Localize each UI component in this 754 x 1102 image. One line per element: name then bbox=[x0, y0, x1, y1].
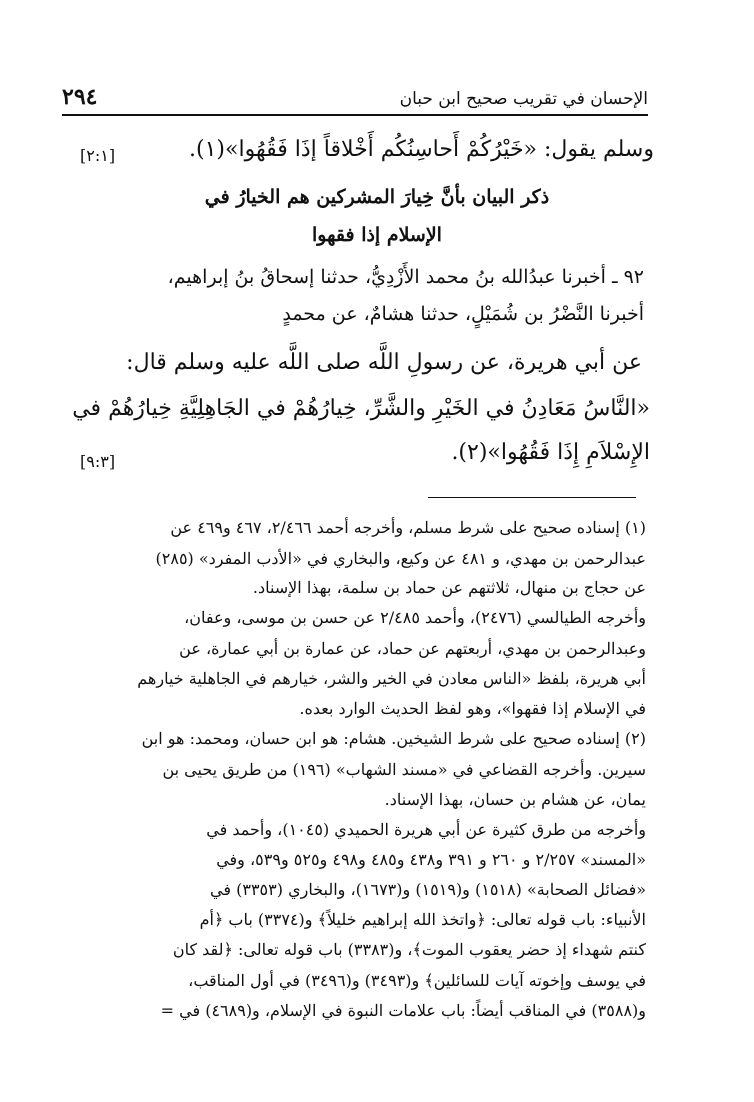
reference-tag-1: [٢:١] bbox=[80, 146, 116, 165]
footnote-separator bbox=[428, 497, 636, 498]
matn-line-3: الإِسْلاَمِ إِذَا فَقُهُوا»(٢). bbox=[451, 440, 650, 465]
hadith-ending-line: وسلم يقول: «خَيْرُكُمْ أَحاسِنُكُم أَخْلاقاً إذَا فَقُهُوا»(١). bbox=[189, 137, 654, 162]
footnote-line: عبدالرحمن بن مهدي، و ٤٨١ عن وكيع، والبخاري في «الأدب المفرد» (٢٨٥) bbox=[155, 549, 646, 568]
section-heading-line-2: الإسلام إذا فقهوا bbox=[312, 224, 442, 246]
footnote-line: وأخرجه الطيالسي (٢٤٧٦)، وأحمد ٢/٤٨٥ عن حسن بن موسى، وعفان، bbox=[184, 608, 646, 627]
isnad-line-1: ٩٢ ـ أخبرنا عبدُالله بنُ محمد الأَزْدِيُّ، حدثنا إسحاقُ بنُ إبراهيم، bbox=[167, 266, 644, 288]
section-heading-line-1: ذكر البيان بأنَّ خِيارَ المشركين هم الخيارُ في bbox=[204, 186, 550, 208]
footnote-line: أبي هريرة، بلفظ «الناس معادن في الخير والشر، خيارهم في الجاهلية خيارهم bbox=[137, 669, 646, 688]
footnote-line: الأنبياء: باب قوله تعالى: ﴿واتخذ الله إبراهيم خليلاً﴾ و(٣٣٧٤) باب ﴿أم bbox=[199, 910, 646, 929]
footnote-line: و(٣٥٨٨) في المناقب أيضاً: باب علامات النبوة في الإسلام، و(٤٦٨٩) في = bbox=[160, 1001, 646, 1020]
footnote-line: (١) إسناده صحيح على شرط مسلم، وأخرجه أحمد ٢/٤٦٦، ٤٦٧ و٤٦٩ عن bbox=[170, 518, 646, 537]
footnote-line: كنتم شهداء إذ حضر يعقوب الموت﴾، و(٣٣٨٣) باب قوله تعالى: ﴿لقد كان bbox=[172, 940, 646, 959]
footnote-line: وأخرجه من طرق كثيرة عن أبي هريرة الحميدي (١٠٤٥)، وأحمد في bbox=[206, 820, 646, 839]
matn-line-1: عن أبي هريرة، عن رسولِ اللَّه صلى اللَّه عليه وسلم قال: bbox=[126, 350, 642, 375]
footnote-line: عن حجاج بن منهال، ثلاثتهم عن حماد بن سلمة، بهذا الإسناد. bbox=[252, 578, 646, 597]
isnad-line-2: أخبرنا النَّضْرُ بن شُمَيْلٍ، حدثنا هشامٌ، عن محمدٍ bbox=[282, 303, 644, 325]
footnote-line: في يوسف وإخوته آيات للسائلين﴾ و(٣٤٩٣) و(٣٤٩٦) في أول المناقب، bbox=[188, 971, 646, 990]
footnote-line: سيرين. وأخرجه القضاعي في «مسند الشهاب» (١٩٦) من طريق يحيى بن bbox=[162, 760, 646, 779]
reference-tag-2: [٩:٣] bbox=[80, 452, 116, 471]
footnote-line: يمان، عن هشام بن حسان، بهذا الإسناد. bbox=[384, 790, 646, 809]
footnote-line: (٢) إسناده صحيح على شرط الشيخين. هشام: هو ابن حسان، ومحمد: هو ابن bbox=[141, 729, 646, 748]
page-number: ٢٩٤ bbox=[62, 84, 98, 110]
page-header bbox=[62, 82, 648, 116]
matn-line-2: «النَّاسُ مَعَادِنُ في الخَيْرِ والشَّرِّ، خِيارُهُمْ في الجَاهِلِيَّةِ خِيارُهُمْ في bbox=[72, 396, 650, 421]
footnote-line: وعبدالرحمن بن مهدي، أربعتهم عن حماد، عن عمارة بن أبي عمارة، عن bbox=[179, 639, 646, 658]
footnote-line: «المسند» ٢/٢٥٧ و ٢٦٠ و ٣٩١ و٤٣٨ و٤٨٥ و٤٩٨ و٥٢٥ و٥٣٩، وفي bbox=[216, 850, 646, 869]
running-title: الإحسان في تقريب صحيح ابن حبان bbox=[399, 89, 648, 109]
footnote-line: في الإسلام إذا فقهوا»، وهو لفظ الحديث الوارد بعده. bbox=[299, 699, 646, 718]
footnote-line: «فضائل الصحابة» (١٥١٨) و(١٥١٩) و(١٦٧٣)، والبخاري (٣٣٥٣) في bbox=[210, 880, 646, 899]
